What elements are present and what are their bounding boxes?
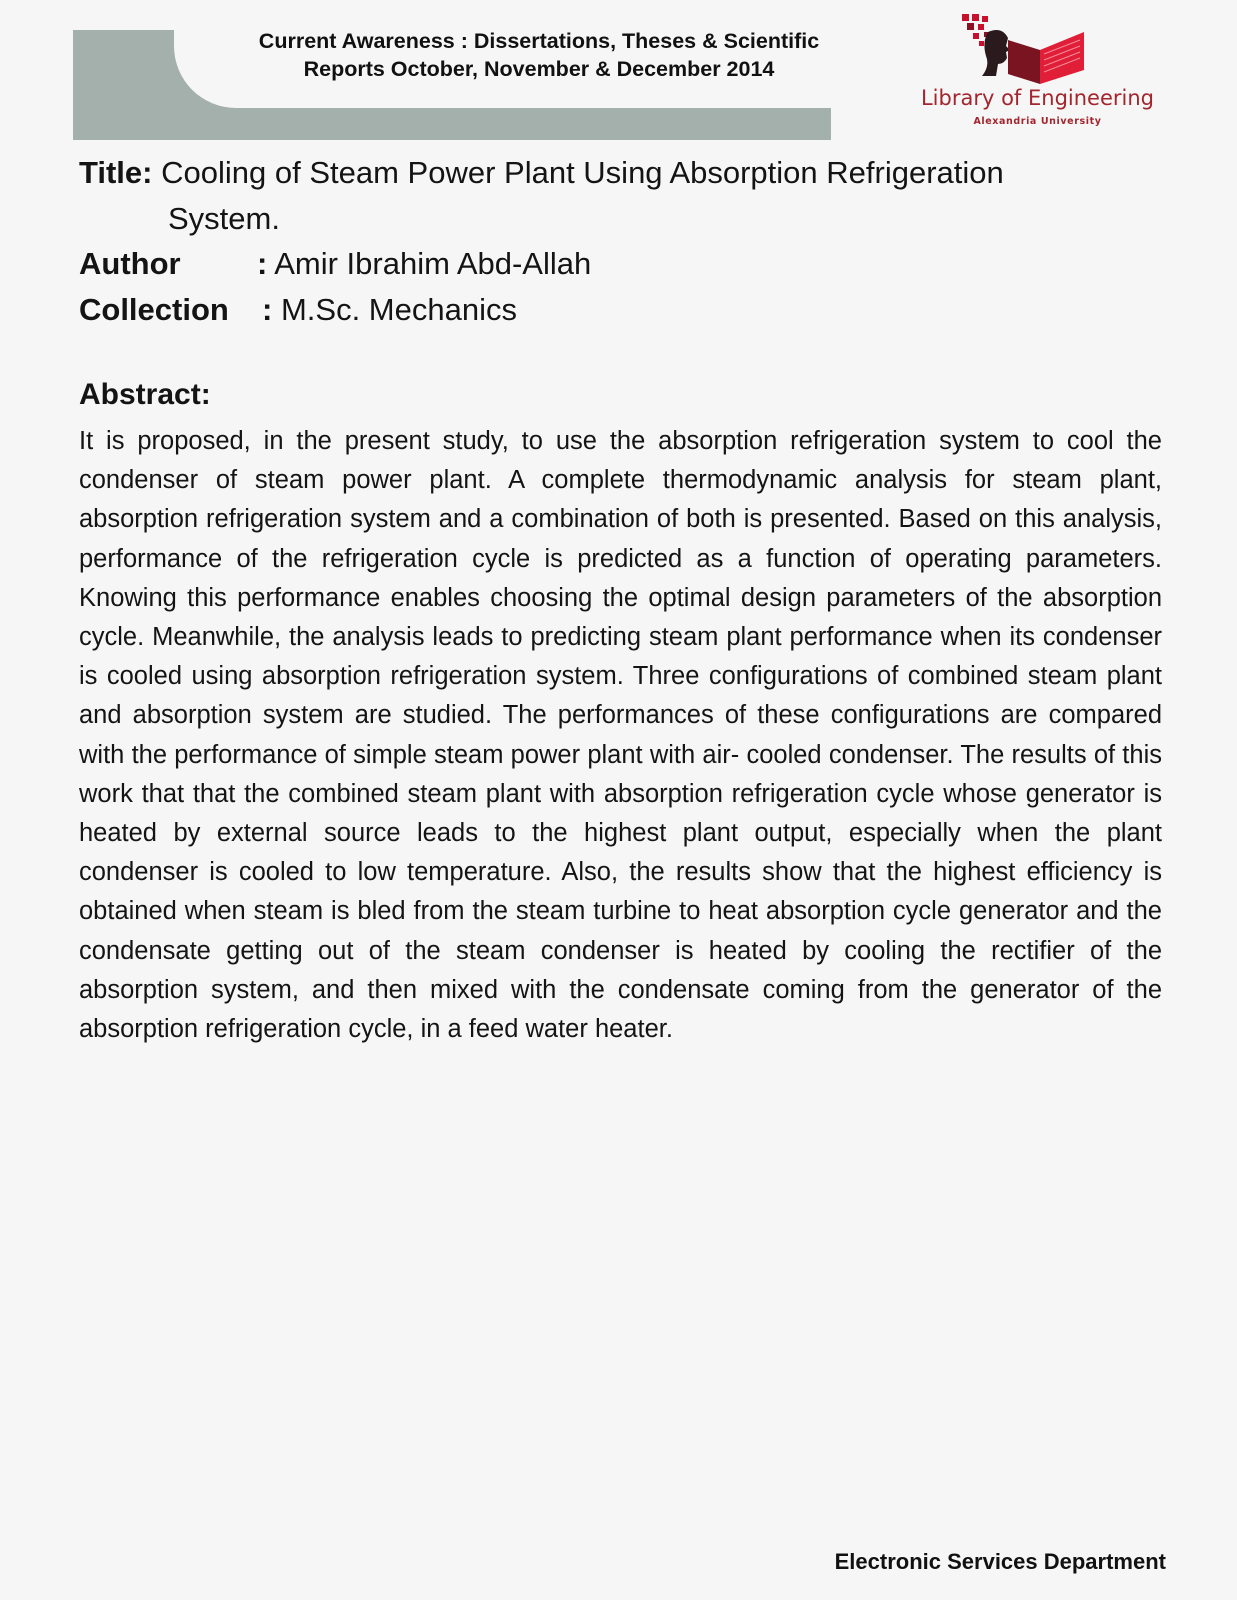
publication-title-line1: Current Awareness : Dissertations, Theses & Scientific xyxy=(258,29,820,53)
logo-pixel xyxy=(967,23,974,30)
logo-pixel xyxy=(973,33,979,39)
logo-book-right xyxy=(1040,32,1084,84)
logo-pixel xyxy=(979,41,984,46)
abstract-text: It is proposed, in the present study, to use the absorption refrigeration system to cool the condenser of steam power plant. A complete thermodynamic analysis for steam plant, absorption refrigeration system and a combination of both is presented. Based on this analysis, performance of the refrigeration cycle is predicted as a function of operating parameters. Knowing this performance enables choosing the optimal design parameters of the absorption cycle. Meanwhile, the analysis leads to predicting steam plant performance when its condenser is cooled using absorption refrigeration system. Three configurations of combined steam plant and absorption system are studied. The performances of these configurations are compared with the performance of simple steam power plant with air- cooled condenser. The results of this work that that the combined steam plant with absorption refrigeration cycle whose generator is heated by external source leads to the highest plant output, especially when the plant condenser is cooled to low temperature. Also, the results show that the highest efficiency is obtained when steam is bled from the steam turbine to heat absorption cycle generator and the condensate getting out of the steam condenser is heated by cooling the rectifier of the absorption system, and then mixed with the condensate coming from the generator of the absorption refrigeration cycle, in a feed water heater. xyxy=(79,427,1162,1044)
library-logo-icon xyxy=(962,12,1102,84)
thesis-title xyxy=(79,150,1079,242)
author-label: Author xyxy=(79,246,181,281)
collection-value: M.Sc. Mechanics xyxy=(280,292,517,327)
logo-pixel xyxy=(962,14,969,21)
collection-row xyxy=(79,287,517,333)
library-name: Library of Engineering xyxy=(920,86,1155,110)
author-value: Amir Ibrahim Abd-Allah xyxy=(274,246,592,281)
logo-head xyxy=(982,30,1010,76)
collection-label: Collection xyxy=(79,292,229,327)
footer-department: Electronic Services Department xyxy=(834,1549,1166,1574)
abstract-heading: Abstract: xyxy=(79,378,211,411)
logo-pixel xyxy=(972,14,979,21)
logo-book-left xyxy=(1008,40,1040,84)
library-logo xyxy=(900,12,1180,132)
university-name: Alexandria University xyxy=(973,116,1102,127)
author-separator: : xyxy=(257,246,268,281)
logo-pixel xyxy=(978,24,984,30)
publication-title-line2: Reports October, November & December 2014 xyxy=(303,57,775,81)
title-value-line1: Cooling of Steam Power Plant Using Absorption Refrigeration xyxy=(161,155,1004,190)
logo-pixel xyxy=(982,16,988,22)
title-label: Title: xyxy=(79,155,153,190)
collection-separator: : xyxy=(262,292,273,327)
title-value-line2: System. xyxy=(168,201,280,236)
author-row xyxy=(79,241,591,287)
publication-title xyxy=(194,27,884,83)
